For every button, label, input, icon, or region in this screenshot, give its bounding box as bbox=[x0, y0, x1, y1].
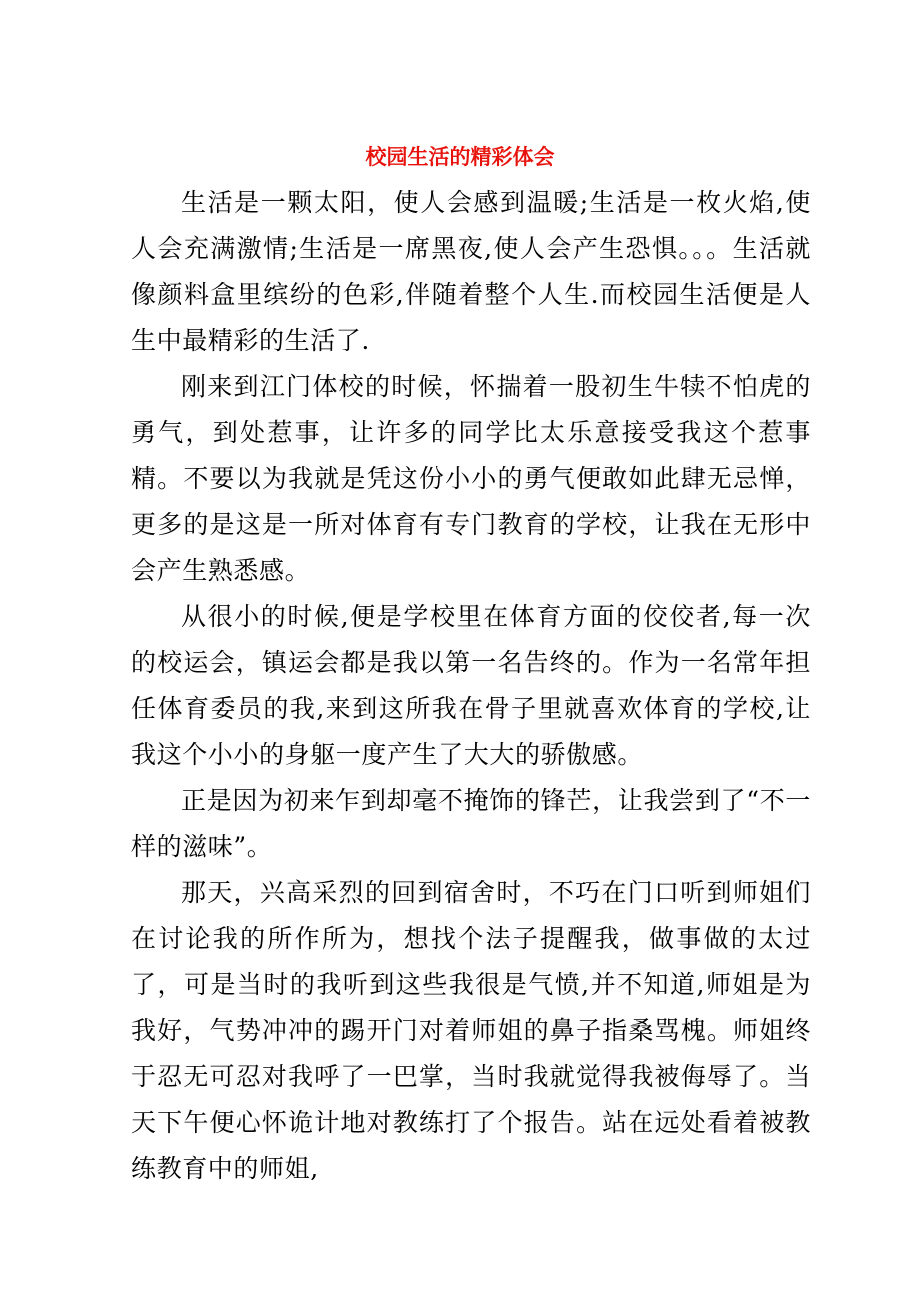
paragraph: 从很小的时候,便是学校里在体育方面的佼佼者,每一次的校运会，镇运会都是我以第一名告终的。作为一名常年担任体育委员的我,来到这所我在骨子里就喜欢体育的学校,让我这个小小的身躯一度产生了大大的骄傲感。 bbox=[131, 602, 811, 769]
paragraph: 刚来到江门体校的时候，怀揣着一股初生牛犊不怕虎的勇气，到处惹事，让许多的同学比太乐意接受我这个惹事精。不要以为我就是凭这份小小的勇气便敢如此肆无忌惮，更多的是这是一所对体育有专门教育的学校，让我在无形中会产生熟悉感。 bbox=[131, 372, 811, 585]
paragraph: 正是因为初来乍到却毫不掩饰的锋芒，让我尝到了“不一样的滋味”。 bbox=[131, 786, 811, 861]
paragraph: 那天，兴高采烈的回到宿舍时，不巧在门口听到师姐们在讨论我的所作所为，想找个法子提醒我，做事做的太过了，可是当时的我听到这些我很是气愤,并不知道,师姐是为我好，气势冲冲的踢开门对着师姐的鼻子指桑骂槐。师姐终于忍无可忍对我呼了一巴掌，当时我就觉得我被侮辱了。当天下午便心怀诡计地对教练打了个报告。站在远处看着被教练教育中的师姐, bbox=[131, 878, 811, 1183]
paragraph: 生活是一颗太阳，使人会感到温暖;生活是一枚火焰,使人会充满激情;生活是一席黑夜,使人会产生恐惧。。。生活就像颜料盒里缤纷的色彩,伴随着整个人生.而校园生活便是人生中最精彩的生活了. bbox=[131, 188, 811, 355]
document-body bbox=[131, 180, 811, 1192]
document-title: 校园生活的精彩体会 bbox=[365, 145, 555, 169]
